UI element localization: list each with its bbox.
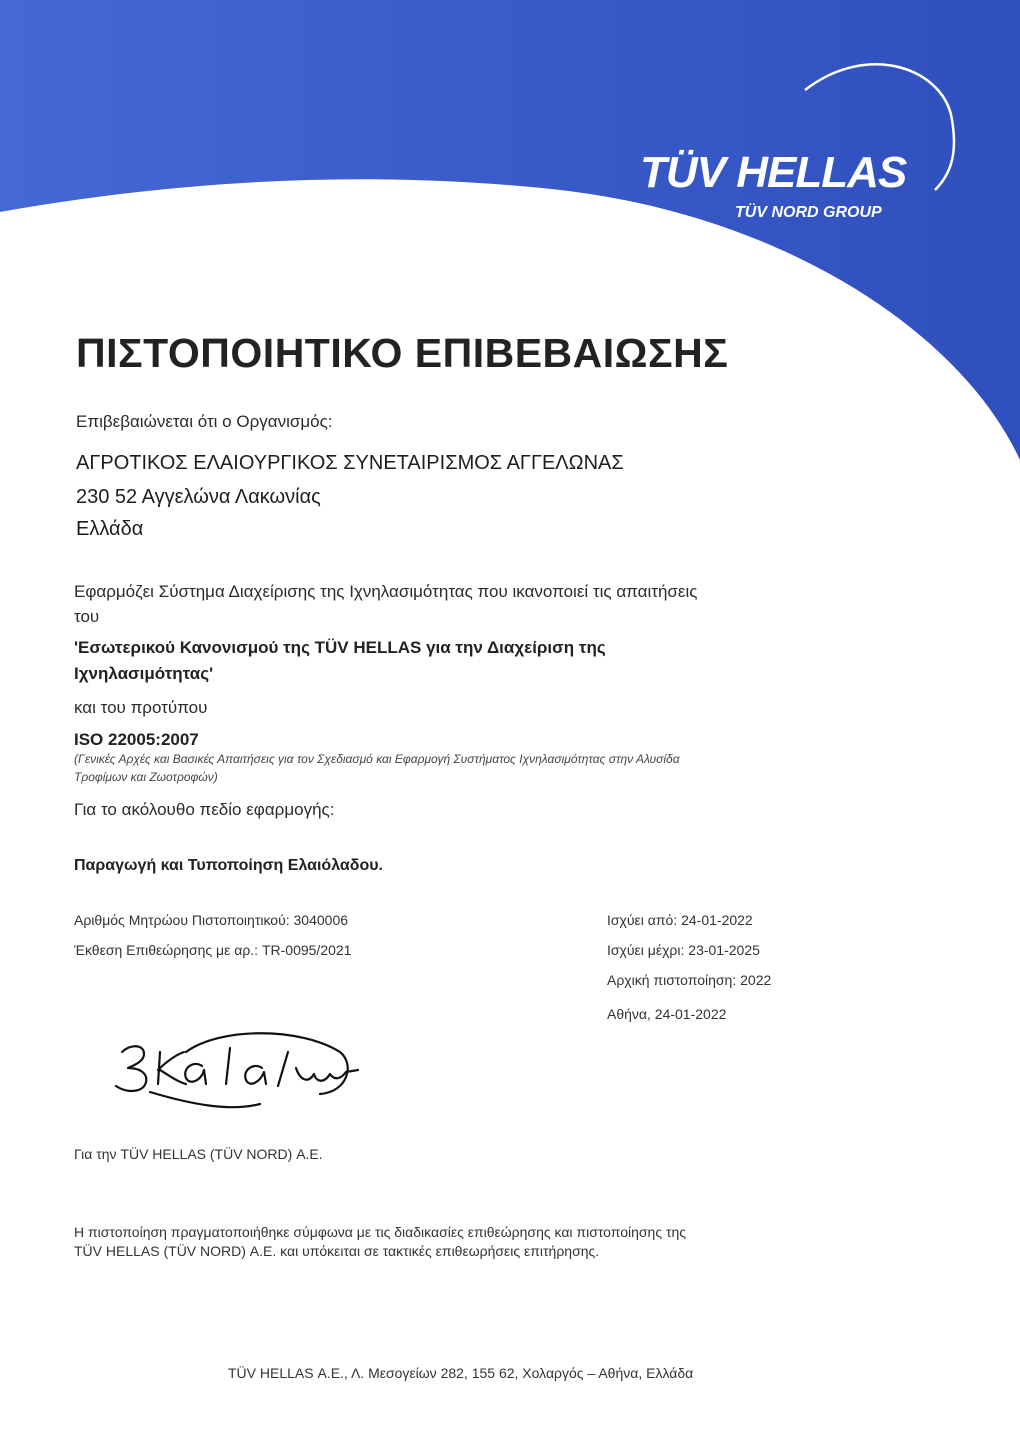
valid-from: Ισχύει από: 24-01-2022 [607,912,753,928]
on-behalf-text: Για την TÜV HELLAS (TÜV NORD) Α.Ε. [74,1146,323,1162]
signature [110,1022,380,1112]
and-standard-text: και του προτύπου [74,698,208,717]
standard-description-line1: (Γενικές Αρχές και Βασικές Απαιτήσεις για τον Σχεδιασμό και Εφαρμογή Συστήματος Ιχνηλασιμότητας στην Αλυσίδα [74,752,680,766]
brand-logo: TÜV HELLAS [640,148,907,197]
scope-intro: Για το ακόλουθο πεδίο εφαρμογής: [74,800,335,819]
blue-band-shape [0,0,1020,460]
organization-name: ΑΓΡΟΤΙΚΟΣ ΕΛΑΙΟΥΡΓΙΚΟΣ ΣΥΝΕΤΑΙΡΙΣΜΟΣ ΑΓΓΕΛΩΝΑΣ [76,452,624,474]
registry-number: Αριθμός Μητρώου Πιστοποιητικού: 3040006 [74,912,349,928]
standard-code: ISO 22005:2007 [74,730,199,749]
place-date: Αθήνα, 24-01-2022 [607,1006,727,1022]
standard-description-line2: Τροφίμων και Ζωοτροφών) [74,770,218,784]
header-band [0,0,1020,520]
footer-address: TÜV HELLAS Α.Ε., Λ. Μεσογείων 282, 155 62, Χολαργός – Αθήνα, Ελλάδα [228,1365,694,1381]
certificate-title: ΠΙΣΤΟΠΟΙΗΤΙΚΟ ΕΠΙΒΕΒΑΙΩΣΗΣ [76,330,729,376]
applies-text-line2: του [74,607,100,626]
footnote-line2: TÜV HELLAS (TÜV NORD) Α.Ε. και υπόκειται σε τακτικές επιθεωρήσεις επιτήρησης. [74,1243,600,1259]
organization-country: Ελλάδα [76,518,144,540]
organization-address: 230 52 Αγγελώνα Λακωνίας [76,486,321,508]
brand-logo-subtitle: TÜV NORD GROUP [735,204,882,221]
regulation-line2: Ιχνηλασιμότητας' [74,664,214,683]
scope-text: Παραγωγή και Τυποποίηση Ελαιόλαδου. [74,857,383,874]
intro-text: Επιβεβαιώνεται ότι ο Οργανισμός: [76,412,333,431]
initial-certification: Αρχική πιστοποίηση: 2022 [607,972,772,988]
applies-text-line1: Εφαρμόζει Σύστημα Διαχείρισης της Ιχνηλασιμότητας που ικανοποιεί τις απαιτήσεις [74,582,698,601]
regulation-line1: 'Εσωτερικού Κανονισμού της TÜV HELLAS για την Διαχείριση της [74,638,606,657]
inspection-report: Έκθεση Επιθεώρησης με αρ.: TR-0095/2021 [74,942,352,958]
valid-until: Ισχύει μέχρι: 23-01-2025 [607,942,760,958]
footnote-line1: Η πιστοποίηση πραγματοποιήθηκε σύμφωνα με τις διαδικασίες επιθεώρησης και πιστοποίησης της [74,1224,687,1240]
